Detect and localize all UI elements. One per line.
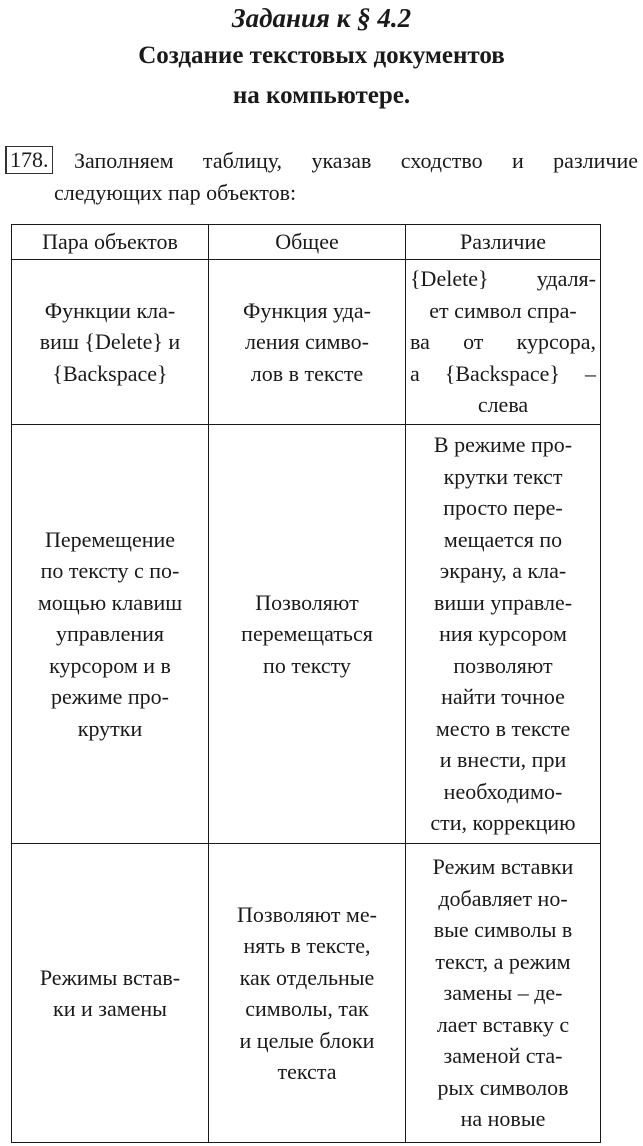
- cell-line: лов в тексте: [250, 360, 364, 386]
- column-header-difference: Различие: [406, 225, 601, 260]
- task-text-line-1: Заполняем таблицу, указав сходство и различие: [74, 148, 638, 173]
- cell-line: Режимы встав-: [39, 964, 181, 990]
- cell-line: крутки: [77, 715, 143, 741]
- cell-difference: [406, 425, 601, 844]
- cell-line: ет символ спра-: [429, 297, 577, 323]
- comparison-table: [11, 224, 601, 1143]
- cell-line: как отдельные: [239, 964, 375, 990]
- cell-line: добавляет но-: [438, 885, 568, 911]
- cell-line: Режим вставки: [432, 854, 574, 880]
- cell-line: крутки текст: [443, 463, 563, 489]
- cell-line: а {Backspace} –: [410, 360, 596, 386]
- cell-line: {Delete} удаля-: [410, 266, 596, 292]
- cell-line: ления симво-: [245, 329, 369, 355]
- column-header-common: Общее: [209, 225, 406, 260]
- cell-line: мещается по: [443, 526, 563, 552]
- cell-line: замены – де-: [443, 980, 563, 1006]
- cell-line: слева: [477, 392, 529, 418]
- table-header-row: [12, 225, 601, 260]
- cell-line: ва от курсора,: [410, 329, 596, 355]
- cell-line: по тексту: [263, 652, 351, 678]
- cell-line: нять в тексте,: [243, 933, 371, 958]
- cell-line: позволяют: [453, 652, 553, 678]
- cell-line: Функции кла-: [44, 297, 176, 323]
- cell-line: просто пере-: [443, 495, 563, 521]
- cell-line: ния курсором: [439, 621, 567, 647]
- cell-line: управления: [55, 621, 165, 647]
- cell-line: и внести, при: [439, 747, 567, 773]
- table-row: [12, 425, 601, 844]
- column-header-pair: Пара объектов: [12, 225, 209, 260]
- cell-difference: [406, 260, 601, 425]
- cell-common: [209, 844, 406, 1143]
- cell-line: виш {Delete} и: [39, 329, 181, 355]
- cell-line: и целые блоки: [239, 1027, 375, 1053]
- cell-line: {Backspace}: [52, 360, 168, 386]
- cell-line: сти, коррекцию: [430, 810, 576, 836]
- cell-line: мощью клавиш: [37, 589, 183, 615]
- cell-line: ки и замены: [53, 996, 167, 1021]
- task-number: 178.: [5, 146, 53, 174]
- table-row: [12, 260, 601, 425]
- cell-line: виши управле-: [433, 589, 573, 615]
- cell-line: рых символов: [437, 1074, 569, 1100]
- cell-line: Позволяют ме-: [237, 901, 377, 927]
- table-row: [12, 844, 601, 1143]
- cell-line: необходимо-: [443, 778, 563, 804]
- cell-line: перемещаться: [241, 621, 373, 647]
- cell-line: Функция уда-: [243, 297, 371, 323]
- cell-common: [209, 425, 406, 844]
- cell-line: найти точное: [441, 684, 565, 710]
- section-title-line-1: Создание текстовых документов: [138, 42, 505, 69]
- cell-line: символы, так: [245, 996, 369, 1021]
- task-text-line-2: следующих пар объектов:: [54, 180, 297, 205]
- section-heading: Задания к § 4.2: [231, 3, 412, 33]
- cell-line: курсором и в: [49, 652, 171, 678]
- cell-line: по тексту с по-: [40, 558, 180, 584]
- section-title-line-2: на компьютере.: [232, 82, 411, 109]
- cell-line: на новые: [460, 1106, 546, 1132]
- cell-line: лает вставку с: [436, 1011, 570, 1037]
- cell-line: текста: [277, 1059, 337, 1084]
- cell-pair: [12, 844, 209, 1143]
- cell-line: экрану, а кла-: [439, 558, 567, 584]
- cell-line: Перемещение: [44, 526, 176, 552]
- cell-pair: [12, 260, 209, 425]
- cell-line: место в тексте: [435, 715, 571, 741]
- cell-line: текст, а режим: [435, 948, 571, 974]
- cell-line: режиме про-: [50, 684, 170, 710]
- cell-line: В режиме про-: [433, 432, 573, 458]
- cell-line: Позволяют: [255, 589, 359, 615]
- cell-line: заменой ста-: [443, 1043, 563, 1069]
- cell-difference: [406, 844, 601, 1143]
- cell-pair: [12, 425, 209, 844]
- cell-line: вые символы в: [433, 917, 573, 943]
- cell-common: [209, 260, 406, 425]
